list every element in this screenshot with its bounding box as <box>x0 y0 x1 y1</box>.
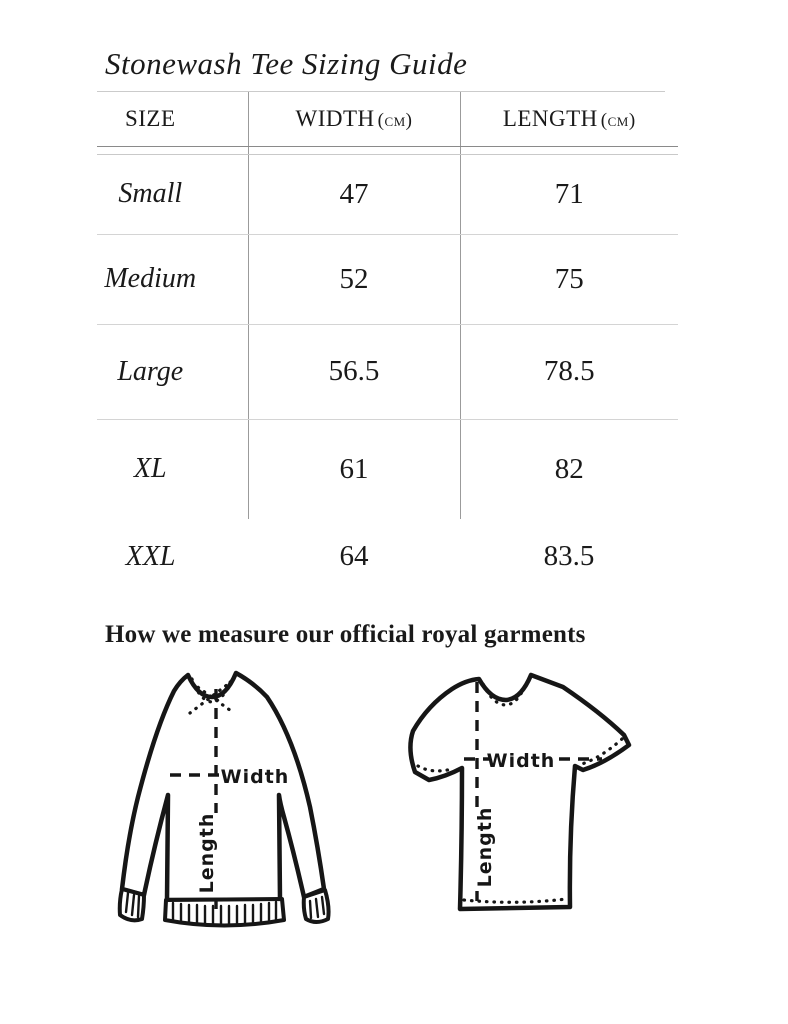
column-header-width <box>248 92 460 146</box>
tshirt-length-label-group <box>471 807 497 888</box>
sweater-hem-band <box>165 899 284 926</box>
size-cell: Medium <box>97 234 248 324</box>
width-cell: 47 <box>248 154 460 234</box>
table-row-medium <box>97 234 678 324</box>
column-header-size-label: SIZE <box>124 105 176 131</box>
tshirt-diagram <box>404 667 639 927</box>
sweater-illustration <box>104 657 354 932</box>
width-cell: 52 <box>248 234 460 324</box>
table-row-small <box>97 154 678 234</box>
sweater-diagram <box>104 657 354 937</box>
size-cell: Small <box>97 154 248 234</box>
header-divider-row <box>97 146 678 154</box>
table-header-row <box>97 92 678 146</box>
width-cell: 64 <box>339 540 369 572</box>
size-cell: XL <box>97 419 248 519</box>
width-cell: 56.5 <box>248 324 460 419</box>
table-row-xl <box>97 419 678 519</box>
tshirt-length-label: Length <box>474 806 496 888</box>
tshirt-illustration <box>404 667 639 922</box>
width-cell: 61 <box>248 419 460 519</box>
sizing-table <box>97 92 678 594</box>
measurement-diagrams <box>104 657 691 937</box>
size-cell: Large <box>97 324 248 419</box>
length-cell: 75 <box>460 234 678 324</box>
length-cell: 82 <box>554 452 584 485</box>
table-row-large <box>97 324 678 419</box>
table-row-xxl <box>97 519 678 594</box>
length-cell: 78.5 <box>460 324 678 419</box>
sweater-length-label: Length <box>196 812 218 894</box>
measurement-section-heading: How we measure our official royal garments <box>105 621 586 648</box>
page-title: Stonewash Tee Sizing Guide <box>105 46 468 81</box>
tshirt-outline <box>410 675 629 909</box>
length-cell: 71 <box>460 154 678 234</box>
sweater-width-label: Width <box>220 766 290 788</box>
column-header-length <box>460 92 678 146</box>
column-header-width-unit: (cm) <box>377 109 413 131</box>
column-header-length-unit: (cm) <box>600 109 636 131</box>
tshirt-width-label: Width <box>486 750 556 772</box>
column-header-width-label: WIDTH <box>295 105 375 131</box>
size-cell: XXL <box>125 540 176 572</box>
sweater-length-label-group <box>193 813 219 894</box>
length-cell: 83.5 <box>543 540 595 572</box>
column-header-length-label: LENGTH <box>502 105 598 131</box>
column-header-size <box>97 92 248 146</box>
